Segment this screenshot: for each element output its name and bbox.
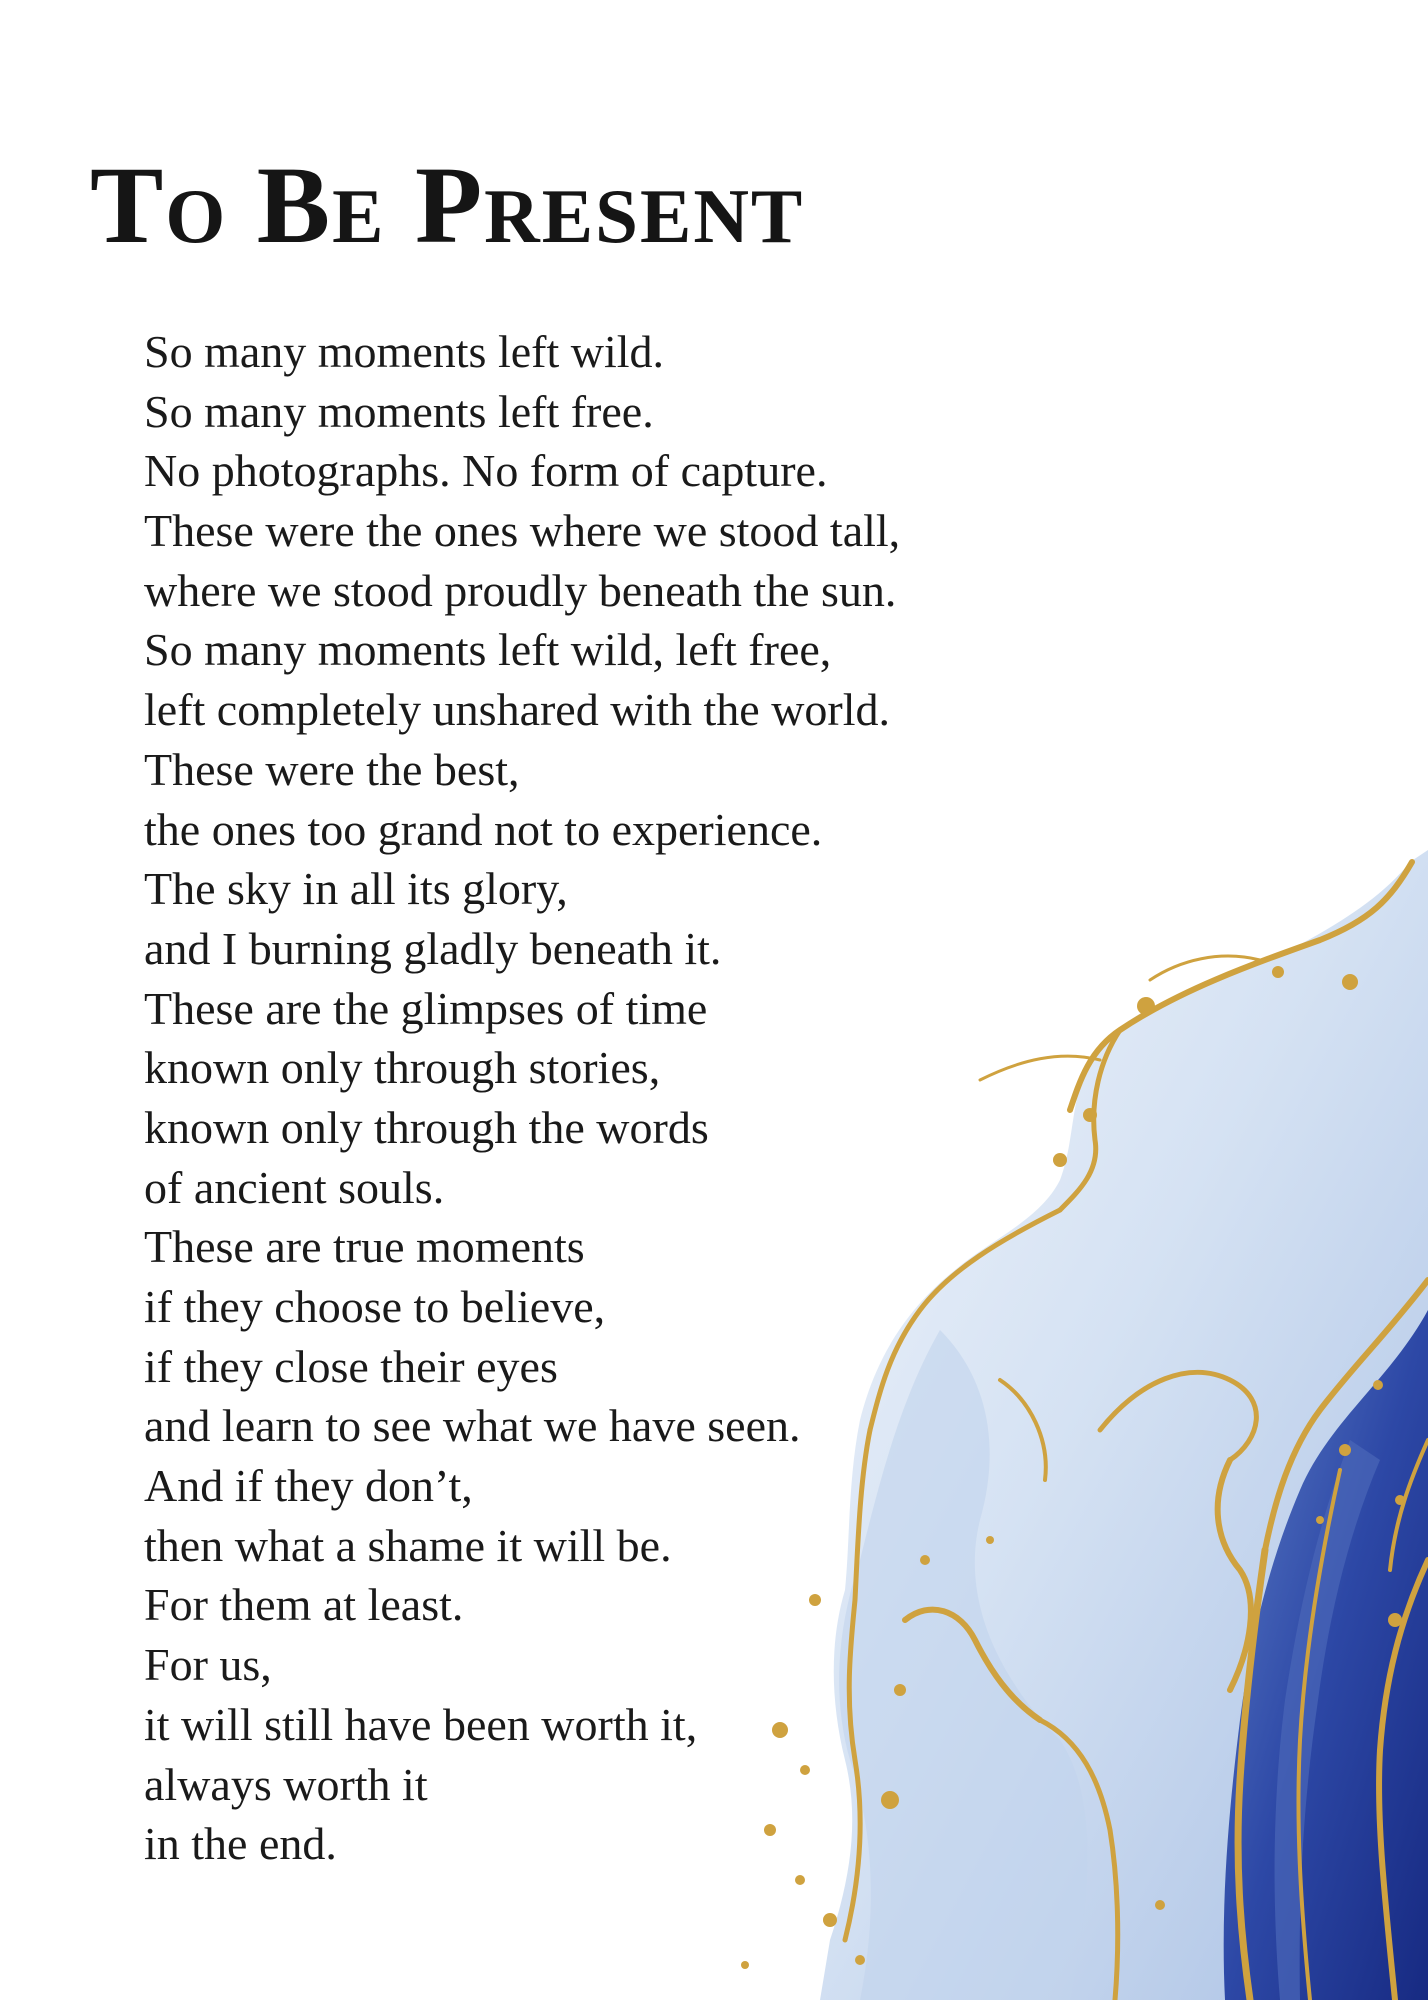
poem-line: the ones too grand not to experience. xyxy=(144,803,823,855)
poem-line: in the end. xyxy=(144,1818,337,1870)
poem-line: and learn to see what we have seen. xyxy=(144,1400,801,1452)
poem-line: where we stood proudly beneath the sun. xyxy=(144,564,897,616)
poem-line: known only through the words xyxy=(144,1101,709,1153)
poem-body xyxy=(144,322,900,1874)
poem-line: These were the ones where we stood tall, xyxy=(144,505,901,557)
poem-line: So many moments left wild, left free, xyxy=(144,624,832,676)
poem-line: These are true moments xyxy=(144,1221,585,1273)
poem-line: then what a shame it will be. xyxy=(144,1519,672,1571)
poem-line: known only through stories, xyxy=(144,1042,661,1094)
poem-line: of ancient souls. xyxy=(144,1161,445,1213)
poem-line: These were the best, xyxy=(144,743,520,795)
poem-line: always worth it xyxy=(144,1758,428,1810)
poem-line: The sky in all its glory, xyxy=(144,863,568,915)
poem-line: if they close their eyes xyxy=(144,1340,558,1392)
poem-line: and I burning gladly beneath it. xyxy=(144,922,722,974)
poem-line: No photographs. No form of capture. xyxy=(144,445,828,497)
poem-line: if they choose to believe, xyxy=(144,1281,606,1332)
poem-line: And if they don’t, xyxy=(144,1460,473,1512)
poem-line: For them at least. xyxy=(144,1579,464,1631)
poem-line: So many moments left wild. xyxy=(144,326,665,377)
poem-line: So many moments left free. xyxy=(144,385,654,437)
poem-line: For us, xyxy=(144,1639,272,1691)
poem-line: it will still have been worth it, xyxy=(144,1698,698,1750)
poem-title: To Be Present xyxy=(90,144,805,266)
poem-line: These are the glimpses of time xyxy=(144,982,708,1034)
poem-line: left completely unshared with the world. xyxy=(144,684,891,736)
